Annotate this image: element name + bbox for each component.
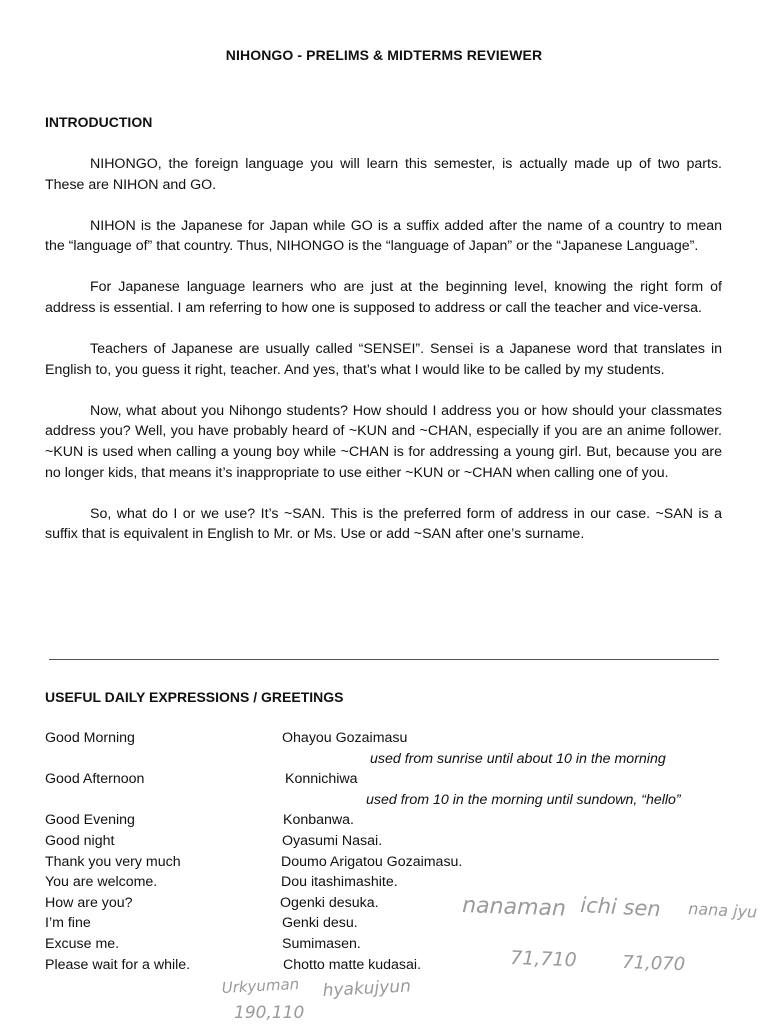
handwritten-note: Urkyuman <box>221 974 300 997</box>
handwritten-note: ichi sen <box>579 893 662 922</box>
greeting-english: Good night <box>45 832 115 849</box>
greeting-row <box>45 728 745 749</box>
greeting-english: Good Morning <box>45 730 135 746</box>
greeting-row <box>45 831 745 852</box>
greeting-english: Good Evening <box>45 812 135 829</box>
greeting-english: Thank you very much <box>45 853 181 870</box>
greeting-japanese: Chotto matte kudasai. <box>283 956 422 973</box>
greeting-japanese: Sumimasen. <box>282 935 361 952</box>
intro-paragraph: Teachers of Japanese are usually called “SENSEI”. Sensei is a Japanese word that translates in English to, you guess it right, teacher. And yes, that’s what I would like to be called by my students. <box>45 341 722 378</box>
greeting-japanese: Konbanwa. <box>283 812 354 829</box>
greeting-row <box>45 893 745 914</box>
introduction-heading: INTRODUCTION <box>45 114 153 130</box>
document-title: NIHONGO - PRELIMS & MIDTERMS REVIEWER <box>225 47 543 63</box>
greeting-english: I’m fine <box>45 915 91 932</box>
greeting-note-row <box>45 749 745 770</box>
handwritten-note: 71,710 <box>509 947 578 972</box>
intro-paragraph: So, what do I or we use? It’s ~SAN. This is the preferred form of address in our case. ~SAN is a suffix that is equivalent in English to Mr. or Ms. Use or add ~SAN after one’s surname. <box>45 505 722 543</box>
greeting-note-row <box>45 790 745 811</box>
greeting-japanese: Ohayou Gozaimasu <box>282 730 408 746</box>
greeting-row <box>45 913 745 934</box>
section-divider <box>49 659 719 660</box>
intro-paragraph: For Japanese language learners who are just at the beginning level, knowing the right form of address is essential. I am referring to how one is supposed to address or call the teacher and vice-versa. <box>45 279 722 316</box>
greeting-english: Good Afternoon <box>45 771 145 788</box>
greeting-row <box>45 810 745 831</box>
intro-paragraph: NIHON is the Japanese for Japan while GO is a suffix added after the name of a country to mean the “language of” that country. Thus, NIHONGO is the “language of Japan” or the “Japanese Language”. <box>45 217 722 255</box>
greeting-japanese: Doumo Arigatou Gozaimasu. <box>281 853 463 870</box>
intro-paragraph: NIHONGO, the foreign language you will learn this semester, is actually made up of two parts. These are NIHON and GO. <box>45 156 722 193</box>
intro-paragraph: Now, what about you Nihongo students? How should I address you or how should your classmates address you? Well, you have probably heard of ~KUN and ~CHAN, especially if you are an anime follower. ~KUN is used when calling a young boy while ~CHAN is for addressing a young girl. But, because you are no longer kids, that means it’s inappropriate to use either ~KUN or ~CHAN when calling one of you. <box>45 402 722 481</box>
introduction-body <box>45 154 722 565</box>
greetings-list <box>45 728 745 975</box>
greeting-english: You are welcome. <box>45 874 158 891</box>
greeting-row <box>45 955 745 976</box>
greeting-japanese: Konnichiwa <box>285 771 358 788</box>
greeting-row <box>45 769 745 790</box>
greeting-japanese: Ogenki desuka. <box>280 894 379 911</box>
handwritten-note: 71,070 <box>621 952 686 976</box>
handwritten-note: nana jyu <box>687 899 758 922</box>
greeting-english: How are you? <box>45 894 133 911</box>
greeting-row <box>45 934 745 955</box>
greeting-usage-note: used from sunrise until about 10 in the morning <box>370 750 666 767</box>
greeting-usage-note: used from 10 in the morning until sundown, “hello” <box>366 791 681 808</box>
greeting-english: Excuse me. <box>45 935 120 952</box>
greeting-japanese: Dou itashimashite. <box>281 874 398 891</box>
greeting-row <box>45 872 745 893</box>
greetings-heading: USEFUL DAILY EXPRESSIONS / GREETINGS <box>45 689 344 705</box>
handwritten-note: 190,110 <box>234 1003 305 1023</box>
greeting-japanese: Genki desu. <box>282 915 358 932</box>
greeting-japanese: Oyasumi Nasai. <box>282 832 383 849</box>
greeting-english: Please wait for a while. <box>45 956 191 973</box>
greeting-row <box>45 852 745 873</box>
handwritten-note: nanaman <box>461 893 567 922</box>
handwritten-note: hyakujyun <box>322 976 412 1001</box>
